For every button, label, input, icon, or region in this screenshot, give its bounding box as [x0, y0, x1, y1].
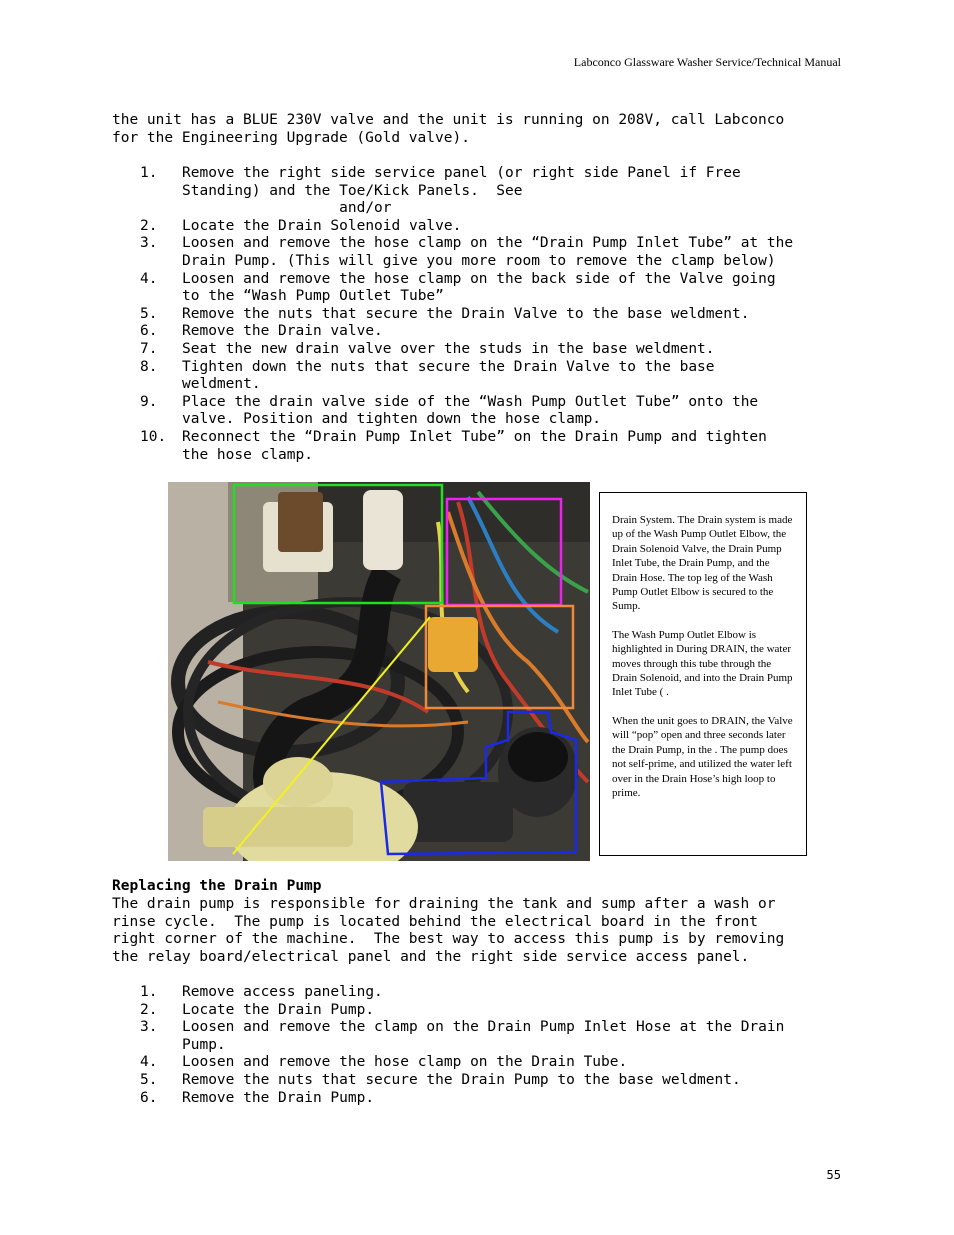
step-number: 3.	[140, 1019, 158, 1036]
list-item	[112, 1019, 852, 1054]
step-text: Loosen and remove the hose clamp on the “Drain Pump Inlet Tube” at the Drain Pump. (This will give you more room to remove the clamp below)	[182, 235, 794, 269]
step-number: 1.	[140, 165, 158, 181]
step-number: 5.	[140, 305, 158, 322]
step-number: 8.	[140, 358, 158, 375]
step-text: Place the drain valve side of the “Wash Pump Outlet Tube” onto the valve. Position and tighten down the hose clamp.	[182, 393, 759, 428]
callout-paragraph: When the unit goes to DRAIN, the Valve will “pop” open and three seconds later the Drain Pump, in the . The pump does not self-prime, and utilized the water left over in the Drain Hose’s high loop to prime.	[612, 714, 793, 799]
callout-paragraph: Drain System. The Drain system is made up of the Wash Pump Outlet Elbow, the Drain Solenoid Valve, the Drain Pump Inlet Tube, the Drain Pump, and the Drain Hose. The top leg of the Wash Pump Outlet Elbow is secured to the Sump.	[612, 514, 793, 613]
step-number: 4.	[140, 270, 158, 287]
step-number: 2.	[140, 217, 158, 234]
list-item	[112, 1090, 852, 1108]
drain-system-photo	[168, 482, 590, 861]
step-text: Loosen and remove the clamp on the Drain Pump Inlet Hose at the Drain Pump.	[182, 1019, 785, 1053]
list-item	[112, 984, 852, 1002]
step-text: Loosen and remove the hose clamp on the back side of the Valve going to the “Wash Pump Outlet Tube”	[182, 270, 776, 305]
list-item	[112, 359, 852, 394]
page-number: 55	[826, 1168, 841, 1182]
step-number: 3.	[140, 235, 158, 252]
list-item	[112, 306, 852, 324]
step-text: Remove the nuts that secure the Drain Pump to the base weldment.	[182, 1071, 741, 1088]
step-text: Remove the nuts that secure the Drain Valve to the base weldment.	[182, 305, 750, 322]
section-heading: Replacing the Drain Pump	[112, 878, 322, 894]
step-number: 4.	[140, 1054, 158, 1071]
step-text: Remove the right side service panel (or right side Panel if Free Standing) and the Toe/Kick Panels. See and/or	[182, 165, 741, 217]
list-item	[112, 394, 852, 429]
section-paragraph: The drain pump is responsible for draining the tank and sump after a wash or rinse cycle. The pump is located behind the electrical board in the front right corner of the machine. The best way to access this pump is by removing the relay board/electrical panel and the right side service access panel.	[112, 896, 785, 965]
manual-header: Labconco Glassware Washer Service/Technical Manual	[573, 55, 841, 69]
list-item	[112, 165, 852, 218]
list-item	[112, 429, 852, 464]
list-item	[112, 271, 852, 306]
step-number: 9.	[140, 393, 158, 410]
callout-paragraph: The Wash Pump Outlet Elbow is highlighted in During DRAIN, the water moves through this tube through the Drain Solenoid, and into the Drain Pump Inlet Tube ( .	[612, 628, 793, 699]
step-text: Remove the Drain Pump.	[182, 1089, 375, 1106]
step-text: Seat the new drain valve over the studs in the base weldment.	[182, 340, 715, 357]
step-number: 6.	[140, 1089, 158, 1106]
step-number: 5.	[140, 1071, 158, 1088]
step-text: Locate the Drain Pump.	[182, 1001, 375, 1018]
list-item	[112, 1002, 852, 1020]
step-number: 2.	[140, 1001, 158, 1018]
step-text: Loosen and remove the hose clamp on the Drain Tube.	[182, 1054, 628, 1071]
intro-paragraph: the unit has a BLUE 230V valve and the unit is running on 208V, call Labconco for the Engineering Upgrade (Gold valve).	[112, 112, 785, 146]
step-number: 10.	[140, 428, 167, 445]
step-text: Remove access paneling.	[182, 984, 383, 1000]
step-number: 1.	[140, 984, 158, 1000]
list-item	[112, 1054, 852, 1072]
step-text: Remove the Drain valve.	[182, 323, 383, 340]
list-item	[112, 1072, 852, 1090]
step-number: 6.	[140, 323, 158, 340]
valve-steps-list	[112, 165, 852, 464]
drain-system-callout	[599, 492, 807, 856]
list-item	[112, 235, 852, 270]
step-text: Locate the Drain Solenoid valve.	[182, 217, 462, 234]
step-text: Tighten down the nuts that secure the Drain Valve to the base weldment.	[182, 358, 715, 393]
list-item	[112, 341, 852, 359]
pump-steps-list	[112, 984, 852, 1107]
step-text: Reconnect the “Drain Pump Inlet Tube” on the Drain Pump and tighten the hose clamp.	[182, 428, 767, 463]
list-item	[112, 323, 852, 341]
list-item	[112, 218, 852, 236]
step-number: 7.	[140, 340, 158, 357]
